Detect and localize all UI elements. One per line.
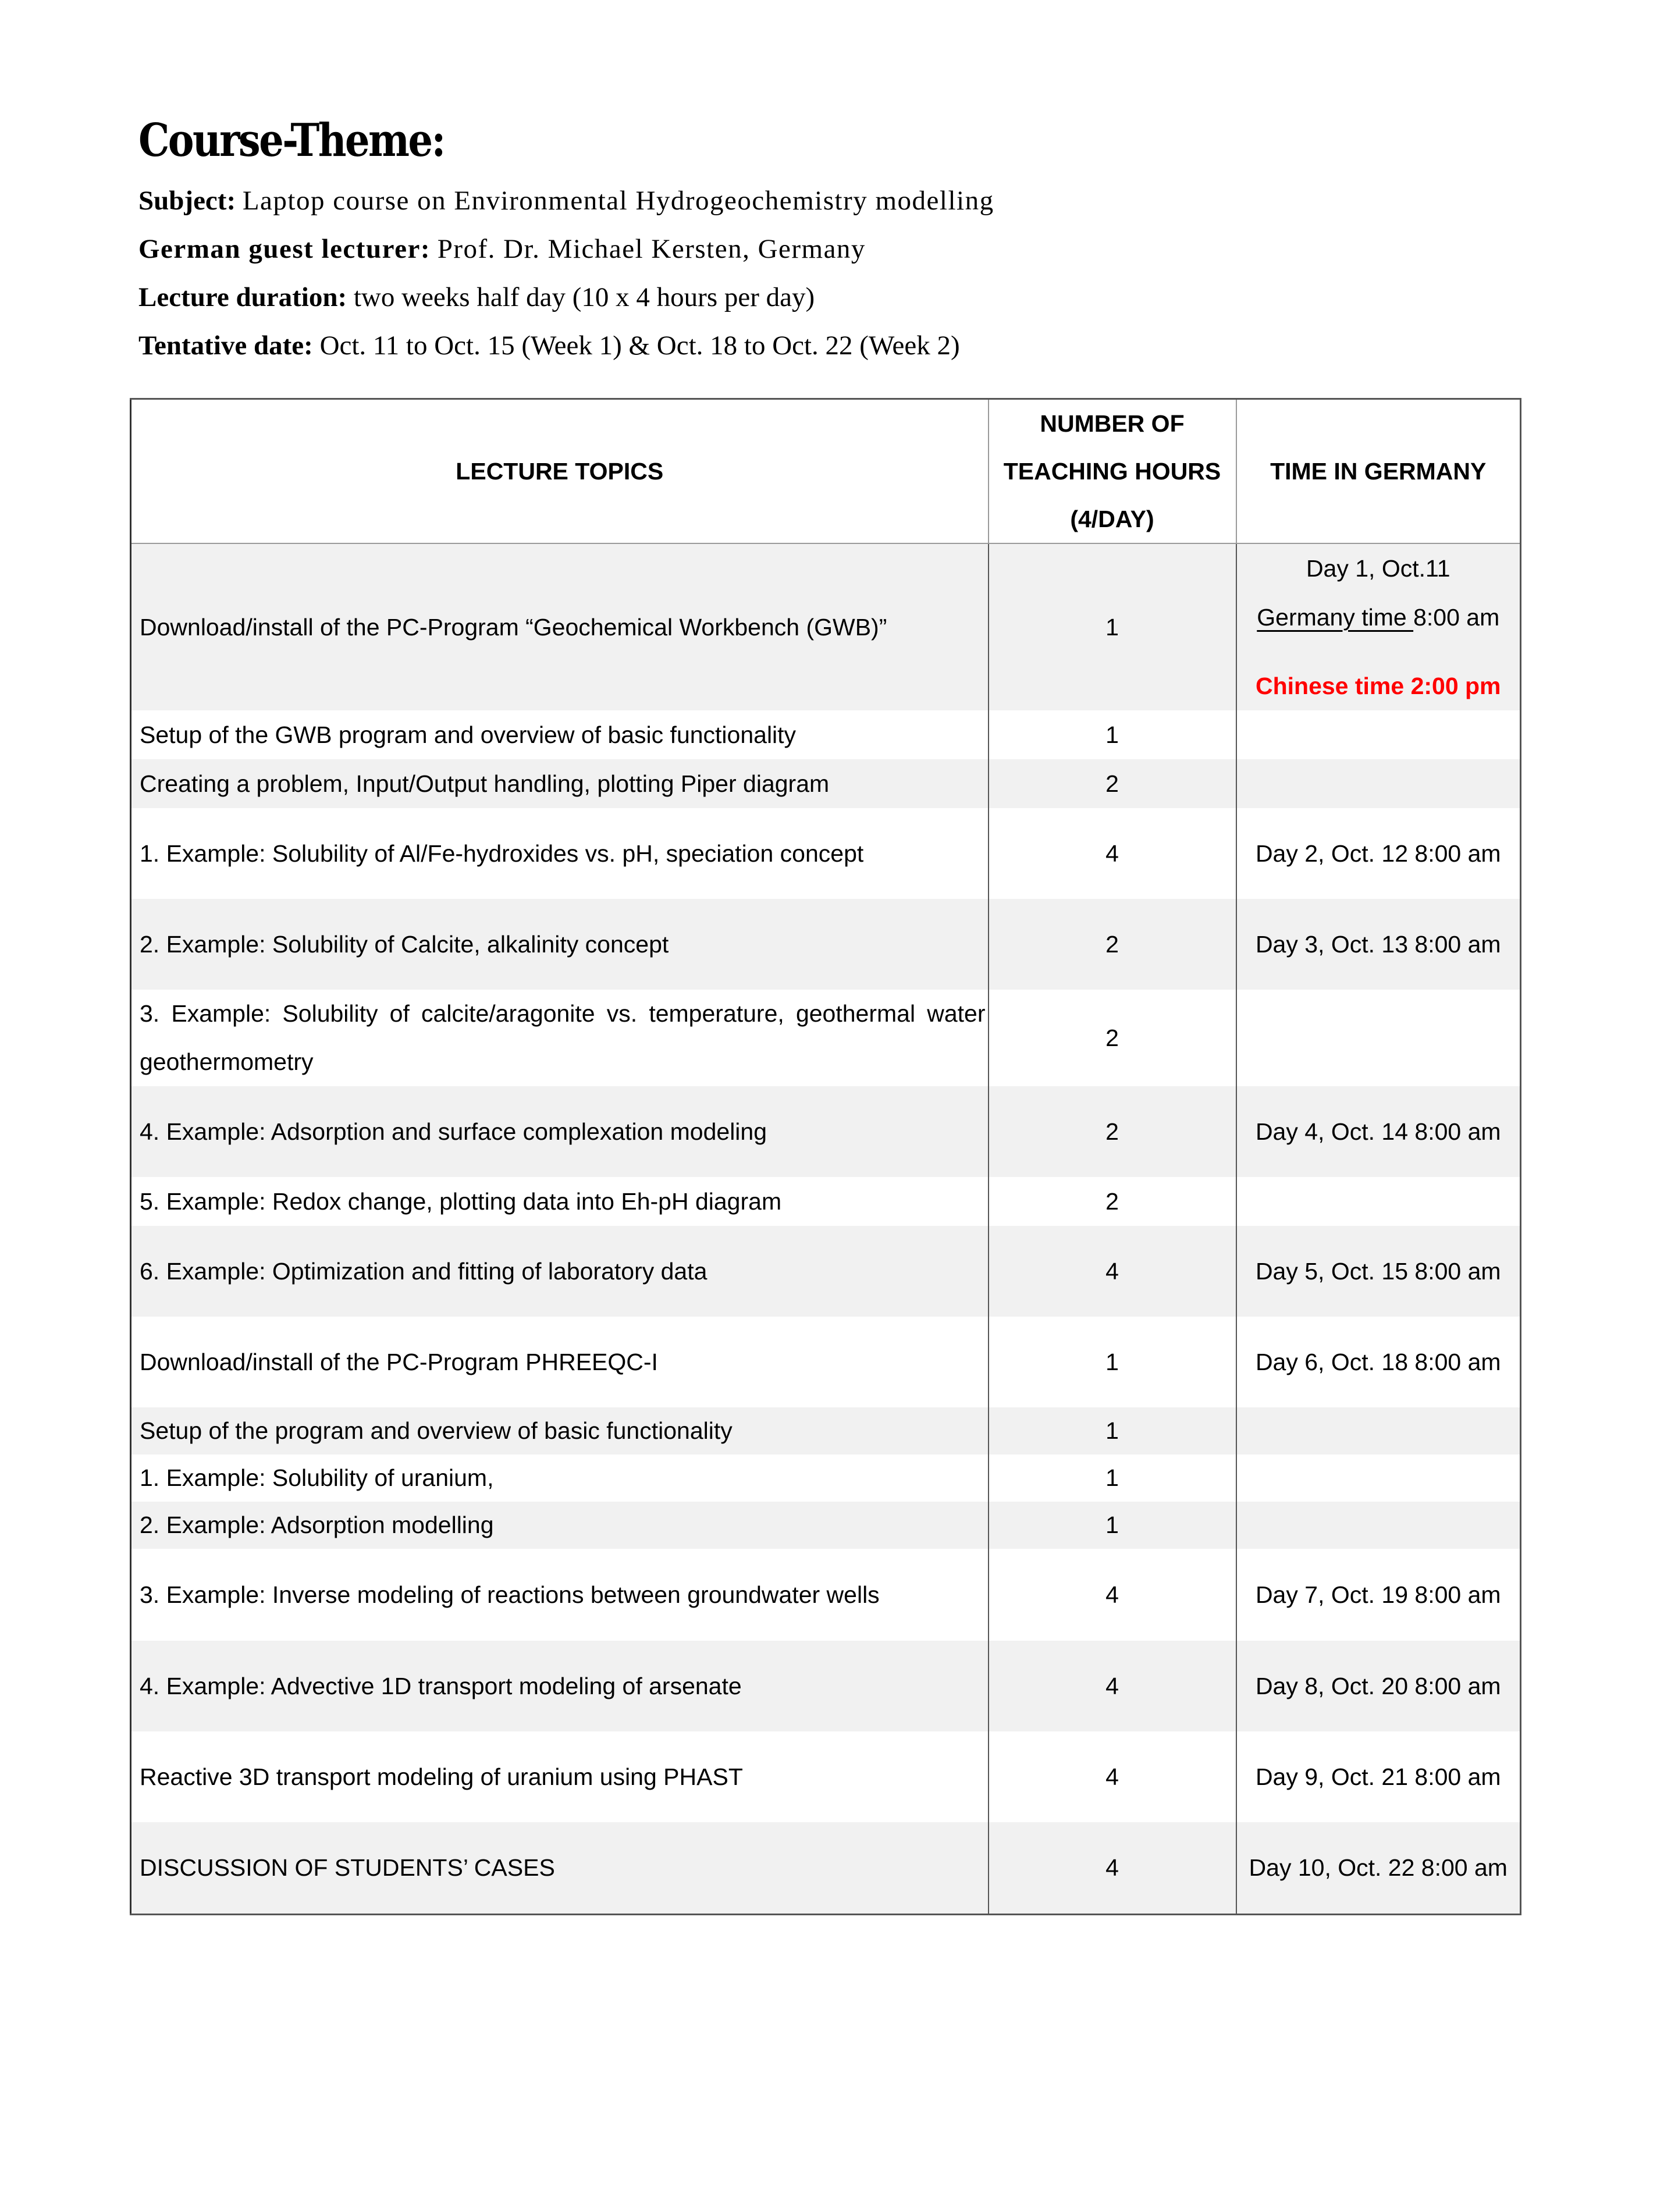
- schedule-table: [130, 398, 1521, 1915]
- time-cell: [1236, 543, 1521, 710]
- subject-line: [138, 185, 994, 216]
- time-cell: [1236, 759, 1521, 808]
- table-row: [131, 1317, 1521, 1407]
- duration-line: [138, 282, 815, 313]
- topic-cell: 1. Example: Solubility of uranium,: [131, 1454, 989, 1502]
- germany-time-label: Germany time: [1257, 604, 1414, 631]
- header-lecture-topics: LECTURE TOPICS: [131, 399, 989, 544]
- topic-cell: 2. Example: Adsorption modelling: [131, 1502, 989, 1549]
- germany-time-line: [1237, 593, 1520, 642]
- table-row: [131, 899, 1521, 990]
- time-cell: Day 9, Oct. 21 8:00 am: [1236, 1731, 1521, 1822]
- hours-cell: 4: [989, 1226, 1236, 1317]
- table-row: [131, 759, 1521, 808]
- hours-cell: 2: [989, 990, 1236, 1086]
- germany-time-value: 8:00 am: [1413, 604, 1500, 631]
- header-hours-line2: TEACHING HOURS: [1003, 458, 1221, 485]
- table-row: [131, 1641, 1521, 1731]
- time-cell: Day 4, Oct. 14 8:00 am: [1236, 1086, 1521, 1177]
- duration-value: two weeks half day (10 x 4 hours per day): [353, 282, 815, 312]
- chinese-time: Chinese time 2:00 pm: [1255, 673, 1501, 699]
- topic-cell: 2. Example: Solubility of Calcite, alkalinity concept: [131, 899, 989, 990]
- topic-cell: Setup of the GWB program and overview of basic functionality: [131, 710, 989, 759]
- hours-cell: 1: [989, 1317, 1236, 1407]
- tentative-date-line: [138, 330, 960, 361]
- hours-cell: 4: [989, 808, 1236, 899]
- topic-cell: 5. Example: Redox change, plotting data into Eh-pH diagram: [131, 1177, 989, 1226]
- hours-cell: 1: [989, 1454, 1236, 1502]
- subject-value: Laptop course on Environmental Hydrogeochemistry modelling: [242, 186, 994, 216]
- topic-cell: Reactive 3D transport modeling of uranium using PHAST: [131, 1731, 989, 1822]
- hours-cell: 2: [989, 759, 1236, 808]
- table-row: [131, 1822, 1521, 1914]
- topic-cell: 3. Example: Inverse modeling of reactions between groundwater wells: [131, 1549, 989, 1641]
- topic-cell: DISCUSSION OF STUDENTS’ CASES: [131, 1822, 989, 1914]
- topic-cell: Download/install of the PC-Program “Geochemical Workbench (GWB)”: [131, 543, 989, 710]
- table-header-row: [131, 399, 1521, 544]
- topic-cell: 1. Example: Solubility of Al/Fe-hydroxides vs. pH, speciation concept: [131, 808, 989, 899]
- hours-cell: 1: [989, 710, 1236, 759]
- topic-cell: 3. Example: Solubility of calcite/aragonite vs. temperature, geothermal water geothermometry: [131, 990, 989, 1086]
- topic-cell: 6. Example: Optimization and fitting of laboratory data: [131, 1226, 989, 1317]
- time-cell: Day 7, Oct. 19 8:00 am: [1236, 1549, 1521, 1641]
- tentative-date-value: Oct. 11 to Oct. 15 (Week 1) & Oct. 18 to Oct. 22 (Week 2): [319, 330, 960, 361]
- table-row: [131, 1177, 1521, 1226]
- day-label: Day 1, Oct.11: [1306, 555, 1450, 582]
- tentative-date-label: Tentative date:: [138, 330, 313, 361]
- lecturer-line: [138, 233, 866, 265]
- time-cell: [1236, 1502, 1521, 1549]
- header-hours-line3: (4/DAY): [1070, 506, 1154, 532]
- table-row: [131, 1549, 1521, 1641]
- table-row: [131, 1454, 1521, 1502]
- table-row: [131, 543, 1521, 710]
- table-row: [131, 808, 1521, 899]
- topic-cell: Creating a problem, Input/Output handling, plotting Piper diagram: [131, 759, 989, 808]
- time-cell: Day 3, Oct. 13 8:00 am: [1236, 899, 1521, 990]
- hours-cell: 1: [989, 1407, 1236, 1454]
- hours-cell: 1: [989, 543, 1236, 710]
- time-cell: [1236, 1407, 1521, 1454]
- time-cell: [1236, 1454, 1521, 1502]
- hours-cell: 4: [989, 1641, 1236, 1731]
- hours-cell: 4: [989, 1731, 1236, 1822]
- topic-cell: Download/install of the PC-Program PHREEQC-I: [131, 1317, 989, 1407]
- lecturer-label: German guest lecturer:: [138, 234, 431, 264]
- time-cell: Day 6, Oct. 18 8:00 am: [1236, 1317, 1521, 1407]
- table-row: [131, 710, 1521, 759]
- time-cell: Day 8, Oct. 20 8:00 am: [1236, 1641, 1521, 1731]
- hours-cell: 2: [989, 899, 1236, 990]
- hours-cell: 1: [989, 1502, 1236, 1549]
- topic-cell: 4. Example: Adsorption and surface complexation modeling: [131, 1086, 989, 1177]
- time-cell: [1236, 990, 1521, 1086]
- time-cell: Day 5, Oct. 15 8:00 am: [1236, 1226, 1521, 1317]
- time-cell: Day 10, Oct. 22 8:00 am: [1236, 1822, 1521, 1914]
- subject-label: Subject:: [138, 186, 236, 216]
- table-row: [131, 1502, 1521, 1549]
- table-row: [131, 1407, 1521, 1454]
- header-teaching-hours: [989, 399, 1236, 544]
- lecturer-value: Prof. Dr. Michael Kersten, Germany: [437, 234, 866, 264]
- hours-cell: 2: [989, 1086, 1236, 1177]
- topic-cell: Setup of the program and overview of basic functionality: [131, 1407, 989, 1454]
- duration-label: Lecture duration:: [138, 282, 347, 312]
- table-row: [131, 990, 1521, 1086]
- table-row: [131, 1086, 1521, 1177]
- header-hours-line1: NUMBER OF: [1040, 410, 1185, 437]
- time-cell: Day 2, Oct. 12 8:00 am: [1236, 808, 1521, 899]
- table-row: [131, 1226, 1521, 1317]
- header-time-in-germany: TIME IN GERMANY: [1236, 399, 1521, 544]
- hours-cell: 4: [989, 1822, 1236, 1914]
- topic-cell: 4. Example: Advective 1D transport modeling of arsenate: [131, 1641, 989, 1731]
- hours-cell: 2: [989, 1177, 1236, 1226]
- time-cell: [1236, 710, 1521, 759]
- page-title: Course-Theme:: [138, 114, 445, 167]
- hours-cell: 4: [989, 1549, 1236, 1641]
- table-row: [131, 1731, 1521, 1822]
- time-cell: [1236, 1177, 1521, 1226]
